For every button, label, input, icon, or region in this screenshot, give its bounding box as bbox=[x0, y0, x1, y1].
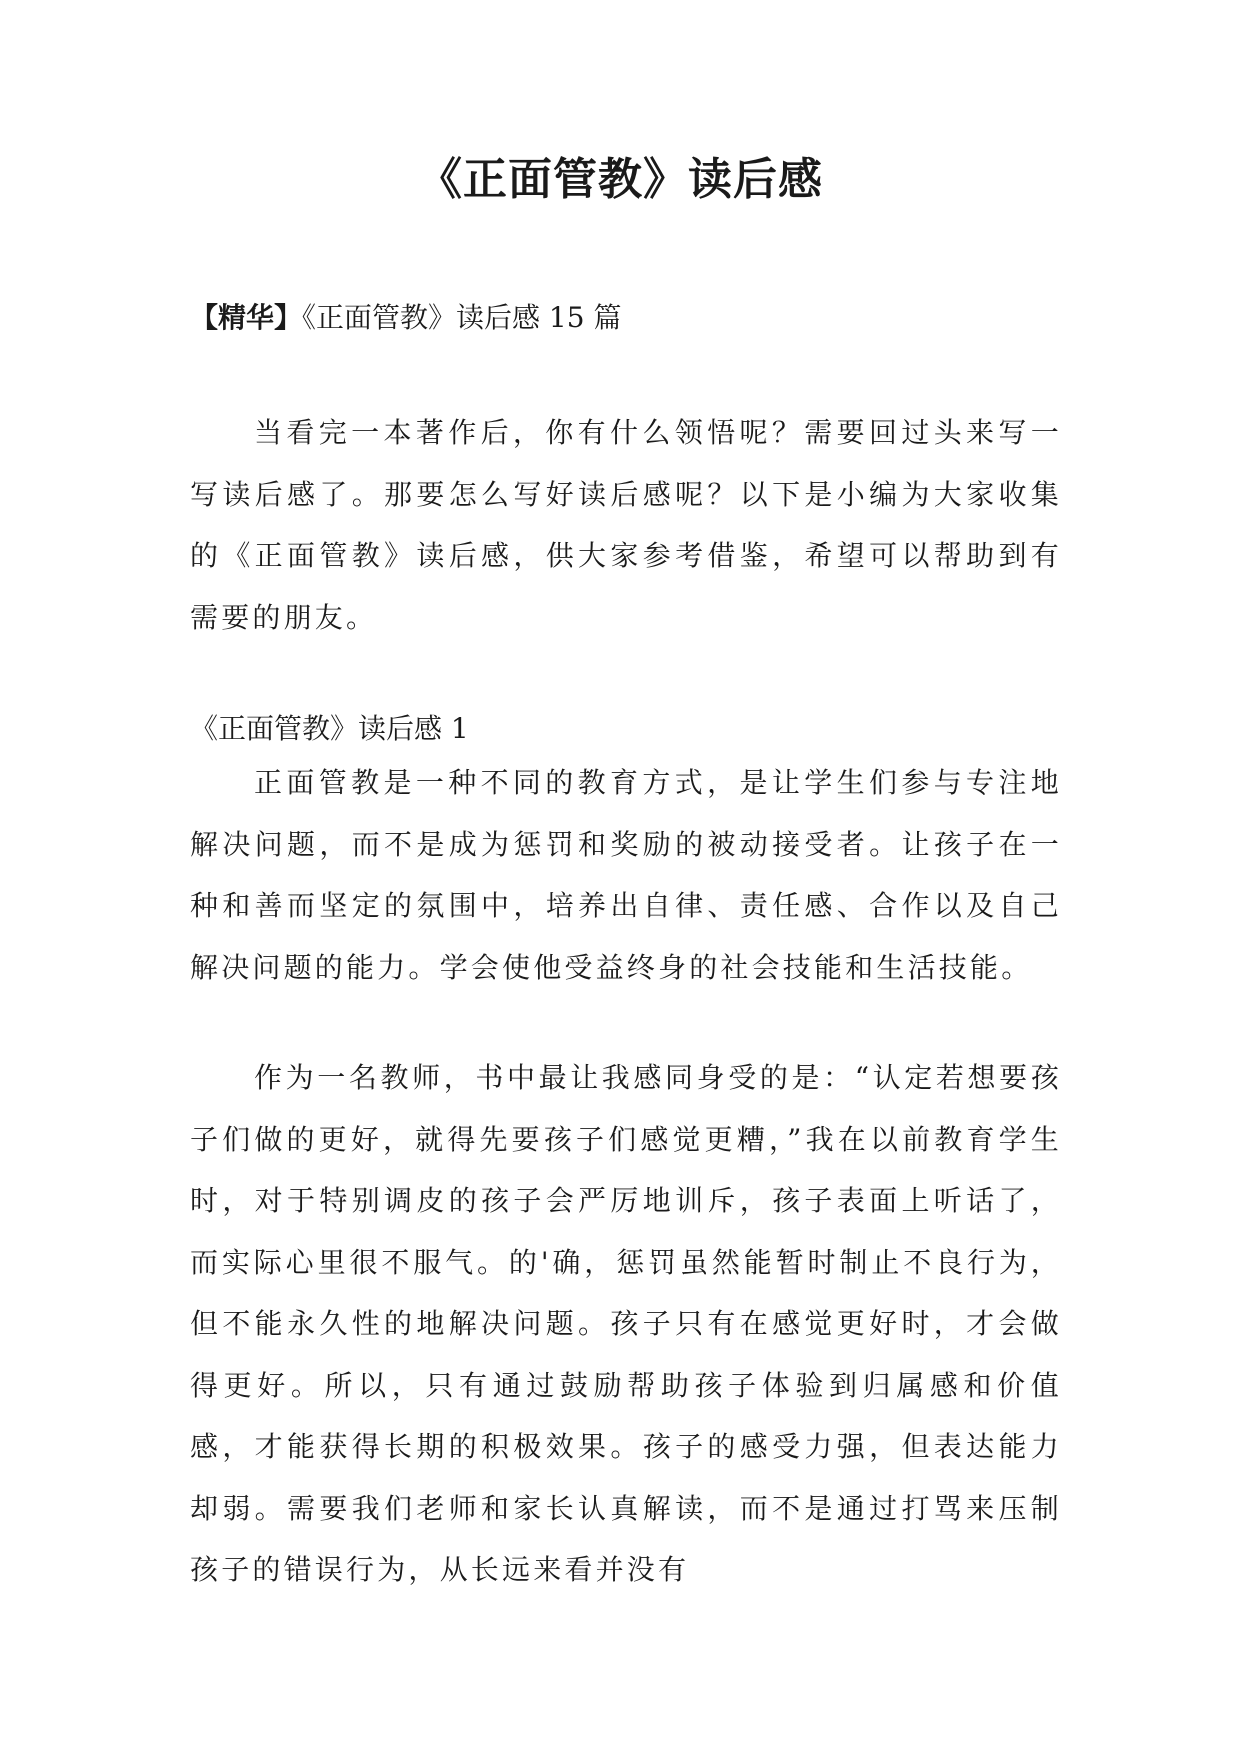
body-paragraph-1: 正面管教是一种不同的教育方式，是让学生们参与专注地解决问题，而不是成为惩罚和奖励的被动接受者。让孩子在一种和善而坚定的氛围中，培养出自律、责任感、合作以及自己解决问题的能力。学会使他受益终身的社会技能和生活技能。 bbox=[190, 766, 1062, 984]
document-title: 《正面管教》读后感 bbox=[418, 154, 823, 205]
document-subtitle bbox=[190, 290, 621, 346]
section-heading: 《正面管教》读后感 1 bbox=[190, 712, 469, 745]
subtitle-text: 《正面管教》读后感 15 篇 bbox=[302, 301, 622, 334]
intro-paragraph: 当看完一本著作后，你有什么领悟呢？需要回过头来写一写读后感了。那要怎么写好读后感呢？以下是小编为大家收集的《正面管教》读后感，供大家参考借鉴，希望可以帮助到有需要的朋友。 bbox=[190, 416, 1062, 634]
body-paragraph-2: 作为一名教师，书中最让我感同身受的是：“认定若想要孩子们做的更好，就得先要孩子们感觉更糟，”我在以前教育学生时，对于特别调皮的孩子会严厉地训斥，孩子表面上听话了，而实际心里很不服气。的'确，惩罚虽然能暂时制止不良行为，但不能永久性的地解决问题。孩子只有在感觉更好时，才会做得更好。所以，只有通过鼓励帮助孩子体验到归属感和价值感，才能获得长期的积极效果。孩子的感受力强，但表达能力却弱。需要我们老师和家长认真解读，而不是通过打骂来压制孩子的错误行为，从长远来看并没有 bbox=[190, 1061, 1062, 1586]
subtitle-tag: 【精华】 bbox=[190, 301, 303, 334]
